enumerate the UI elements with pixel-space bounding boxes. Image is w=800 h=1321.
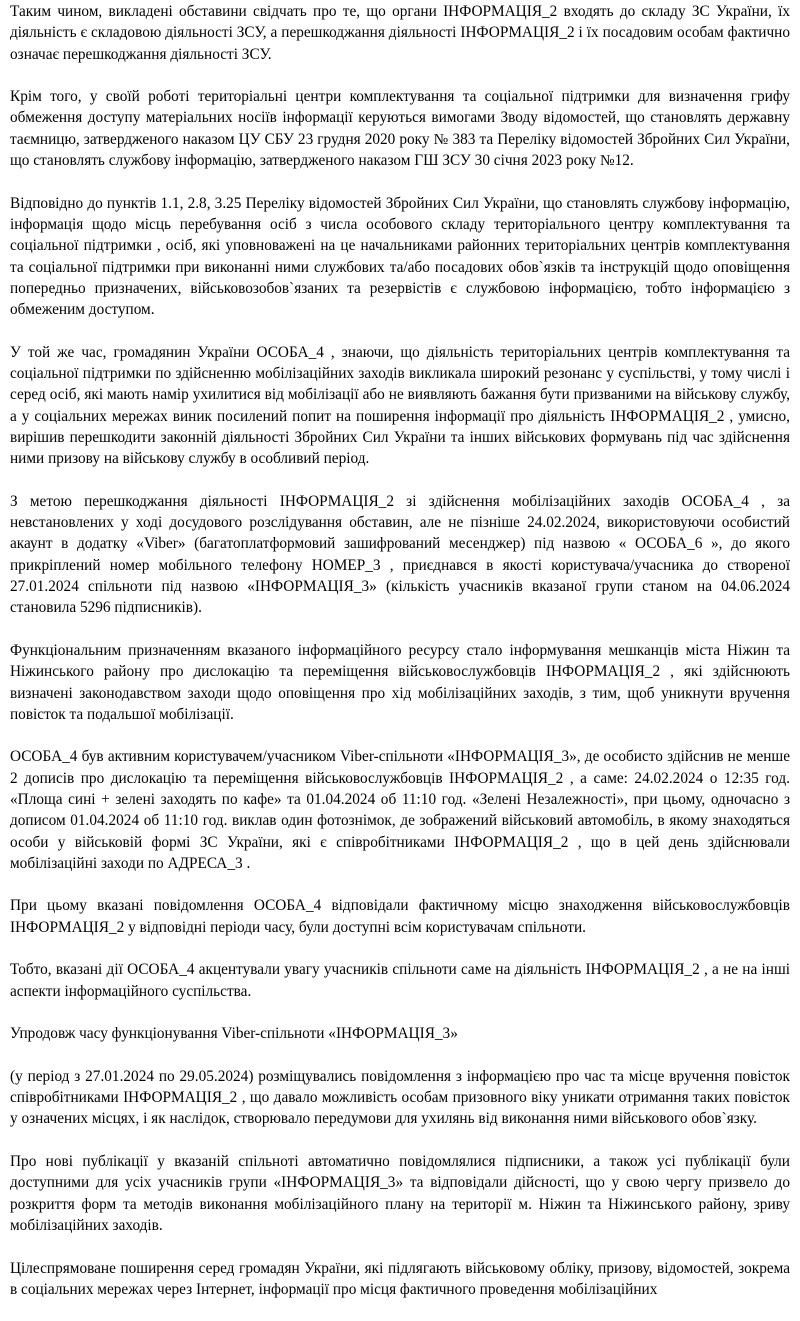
paragraph-intent: У той же час, громадянин України ОСОБА_4 , знаючи, що діяльність територіальних центрів комплектування та соціальної підтримки по здійсненню мобілізаційних заходів викликала широкий резонанс у суспільстві, у тому числі і серед осіб, які мають намір ухилитися від мобілізації або не виявляють бажання бути призваними на військову службу, а у соціальних мережах виник посилений попит на поширення інформації про діяльність ІНФОРМАЦІЯ_2 , умисно, вирішив перешкодити законній діяльності Збройних Сил України та інших військових формувань під час здійснення ними призову на військову службу в особливий період. (10, 343, 790, 468)
paragraph-restricted-info: Відповідно до пунктів 1.1, 2.8, 3.25 Переліку відомостей Збройних Сил України, що становлять службову інформацію, інформація щодо місць перебування осіб з числа особового складу територіального центру комплектування та соціальної підтримки , осіб, які уповноважені на це начальниками районних територіальних центрів комплектування та соціальної підтримки при виконанні ними службових та/або посадових обов`язків та інструкцій щодо оповіщення попередньо призначених, військовозобов`язаних та резервістів є службовою інформацією, тобто інформацією з обмеженим доступом. (10, 194, 790, 319)
paragraph-focus: Тобто, вказані дії ОСОБА_4 акцентували увагу учасників спільноти саме на діяльність ІНФОРМАЦІЯ_2 , а не на інші аспекти інформаційного суспільства. (10, 961, 790, 1000)
document-page (10, 1, 790, 1321)
paragraph-classification-rules: Крім того, у своїй роботі територіальні центри комплектування та соціальної підтримки для визначення грифу обмеження доступу матеріальних носіїв інформації керуються вимогами Зводу відомостей, що становлять державну таємницю, затвердженого наказом ЦУ СБУ 23 грудня 2020 року № 383 та Переліку відомостей Збройних Сил України, що становлять службову інформацію, затвердженого наказом ГШ ЗСУ 30 січня 2023 року №12. (10, 88, 790, 170)
paragraph-notifications: Про нові публікації у вказаній спільноті автоматично повідомлялися підписники, а також усі публікації були доступними для усіх учасників групи «ІНФОРМАЦІЯ_3» та відповідали дійсності, що у свою чергу призвело до розкриття форм та методів виконання мобілізаційного плану на території м. Ніжин та Ніжинського району, зриву мобілізаційних заходів. (10, 1153, 790, 1234)
paragraph-conclusion: Таким чином, викладені обставини свідчать про те, що органи ІНФОРМАЦІЯ_2 входять до складу ЗС України, їх діяльність є складовою діяльності ЗСУ, а перешкоджання діяльності ІНФОРМАЦІЯ_2 і їх посадовим особам фактично означає перешкоджання діяльності ЗСУ. (10, 3, 790, 63)
paragraph-accuracy: При цьому вказані повідомлення ОСОБА_4 відповідали фактичному місцю знаходження військовослужбовців ІНФОРМАЦІЯ_2 у відповідні періоди часу, були доступні всім користувачам спільноти. (10, 897, 790, 936)
paragraph-dissemination: Цілеспрямоване поширення серед громадян України, які підлягають військовому обліку, призову, відомостей, зокрема в соціальних мережах через Інтернет, інформації про місця фактичного проведення мобілізаційних (10, 1259, 790, 1298)
paragraph-viber-account: З метою перешкоджання діяльності ІНФОРМАЦІЯ_2 зі здійснення мобілізаційних заходів ОСОБА_4 , за невстановлених у ході досудового розслідування обставин, але не пізніше 24.02.2024, використовуючи особистий акаунт в додатку «Viber» (багатоплатформовий зашифрований месенджер) під назвою « ОСОБА_6 », до якого прикріплений номер мобільного телефону НОМЕР_3 , приєднався в якості користувача/учасника до створеної 27.01.2024 спільноти під назвою «ІНФОРМАЦІЯ_3» (кількість учасників вказаної групи станом на 04.06.2024 становила 5296 підписників). (10, 492, 790, 617)
paragraph-resource-purpose: Функціональним призначенням вказаного інформаційного ресурсу стало інформування мешканців міста Ніжин та Ніжинського району про дислокацію та переміщення військовослужбовців ІНФОРМАЦІЯ_2 , які здійснюють визначені законодавством заходи щодо оповіщення про хід мобілізаційних заходів, з тим, щоб уникнути вручення повісток та подальшої мобілізації. (10, 641, 790, 723)
paragraph-operation-period: Упродовж часу функціонування Viber-спільноти «ІНФОРМАЦІЯ_3» (10, 1025, 458, 1043)
paragraph-summons-info: (у період з 27.01.2024 по 29.05.2024) розміщувались повідомлення з інформацією про час та місце вручення повісток співробітниками ІНФОРМАЦІЯ_2 , що давало можливість особам призовного віку уникати отримання таких повісток у означених місцях, і як наслідок, створювало передумови для ухилянь від виконання ними військового обов`язку. (10, 1067, 790, 1128)
paragraph-posts: ОСОБА_4 був активним користувачем/учасником Viber-спільноти «ІНФОРМАЦІЯ_3», де особисто здійснив не менше 2 дописів про дислокацію та переміщення військовослужбовців ІНФОРМАЦІЯ_2 , а саме: 24.02.2024 о 12:35 год. «Площа сині + зелені заходять по кафе» та 01.04.2024 об 11:10 год. «Зелені Незалежності», при цьому, одночасно з дописом 01.04.2024 об 11:10 год. виклав один фотознімок, де зображений військовий автомобіль, в якому знаходяться особи у військовій формі ЗС України, які є співробітниками ІНФОРМАЦІЯ_2 , що в цей день здійснювали мобілізаційні заходи по АДРЕСА_3 . (10, 748, 790, 872)
